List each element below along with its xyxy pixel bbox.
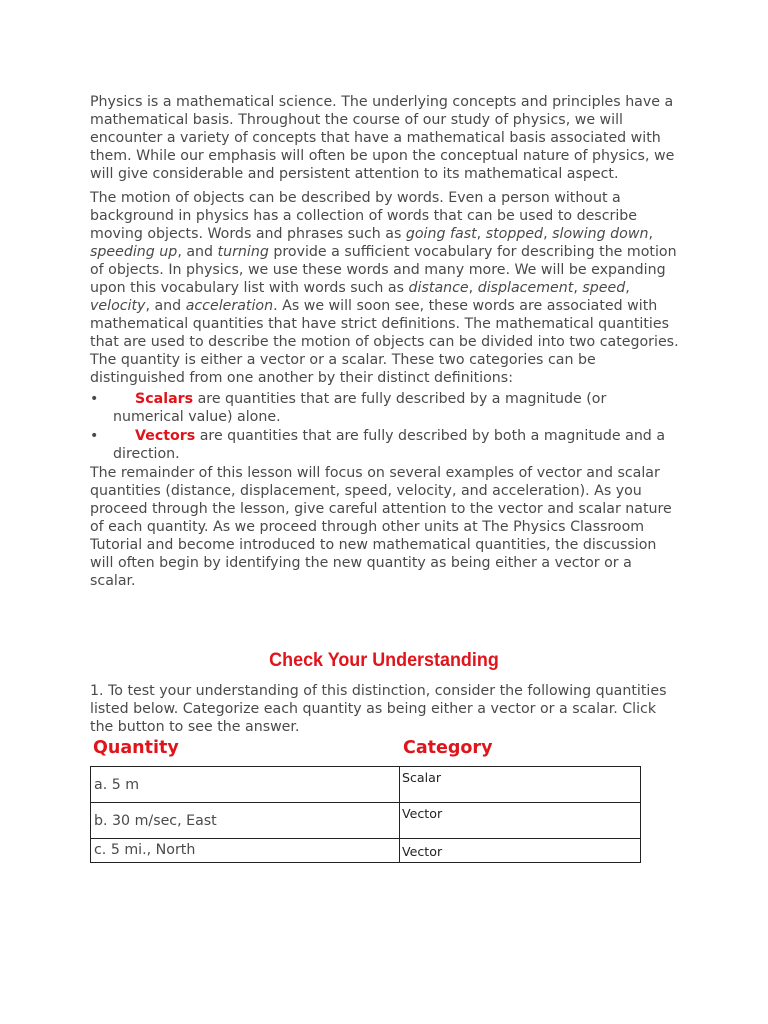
- separator: ,: [573, 280, 583, 296]
- term-displacement: displacement: [477, 280, 574, 296]
- term-scalars: Scalars: [135, 391, 194, 407]
- term-distance: distance: [408, 280, 469, 296]
- term-stopped: stopped: [485, 226, 544, 242]
- category-answer[interactable]: Scalar: [400, 767, 641, 803]
- category-answer[interactable]: Vector: [400, 839, 641, 863]
- table-headers: [90, 738, 680, 766]
- separator: , and: [145, 298, 186, 314]
- separator: ,: [543, 226, 553, 242]
- separator: ,: [476, 226, 486, 242]
- category-header: Category: [403, 738, 493, 758]
- text-segment: The motion of objects can be described by words. Even a person without a background in physics has a collection of words that can be used to describe moving objects. Words and phrases such as: [90, 190, 638, 242]
- table-row: [91, 803, 641, 839]
- separator: , and: [177, 244, 218, 260]
- text-segment: provide a sufficient vocabulary for describing the motion of objects. In physics, we use these words and many more. We will be expanding upon this vocabulary list with words such as: [90, 244, 677, 296]
- text-segment: . As we will soon see, these words are associated with mathematical quantities that have strict definitions. The mathematical quantities that are used to describe the motion of objects can be divided into two categories. The quantity is either a vector or a scalar. These two categories can be distinguished from one another by their distinct definitions:: [90, 298, 679, 386]
- term-velocity: velocity: [90, 298, 146, 314]
- definition-text: are quantities that are fully described by a magnitude (or numerical value) alone.: [113, 391, 607, 425]
- term-turning: turning: [217, 244, 269, 260]
- quantity-cell: b. 30 m/sec, East: [91, 803, 400, 839]
- quantity-cell: c. 5 mi., North: [91, 839, 400, 863]
- separator: ,: [648, 226, 653, 242]
- term-speed: speed: [582, 280, 626, 296]
- separator: ,: [625, 280, 630, 296]
- separator: ,: [468, 280, 478, 296]
- category-answer[interactable]: Vector: [400, 803, 641, 839]
- quantity-table: [90, 766, 641, 863]
- bullet-icon: •: [90, 391, 99, 407]
- lesson-content: [90, 93, 680, 863]
- intro-paragraph-2: [90, 189, 680, 387]
- term-acceleration: acceleration: [185, 298, 274, 314]
- term-vectors: Vectors: [135, 428, 196, 444]
- term-speeding-up: speeding up: [90, 244, 178, 260]
- term-slowing-down: slowing down: [552, 226, 649, 242]
- term-going-fast: going fast: [405, 226, 477, 242]
- remainder-paragraph: The remainder of this lesson will focus on several examples of vector and scalar quantities (distance, displacement, speed, velocity, and acceleration). As you proceed through the lesson, give careful attention to the vector and scalar nature of each quantity. As we proceed through other units at The Physics Classroom Tutorial and become introduced to new mathematical quantities, the discussion will often begin by identifying the new quantity as being either a vector or a scalar.: [90, 465, 672, 589]
- intro-paragraph-1: Physics is a mathematical science. The underlying concepts and principles have a mathematical basis. Throughout the course of our study of physics, we will encounter a variety of concepts that have a mathematical basis associated with them. While our emphasis will often be upon the conceptual nature of physics, we will give considerable and persistent attention to its mathematical aspect.: [90, 94, 675, 182]
- check-prompt: 1. To test your understanding of this distinction, consider the following quantities listed below. Categorize each quantity as being either a vector or a scalar. Click the button to see the answer.: [90, 683, 667, 735]
- quantity-cell: a. 5 m: [91, 767, 400, 803]
- table-row: [91, 767, 641, 803]
- definition-scalars: [90, 390, 680, 426]
- definition-text: are quantities that are fully described by both a magnitude and a direction.: [113, 428, 666, 462]
- definitions-list: [90, 390, 680, 463]
- table-row: [91, 839, 641, 863]
- check-understanding-heading: Check Your Understanding: [269, 649, 499, 671]
- bullet-icon: •: [90, 428, 99, 444]
- quantity-header: Quantity: [93, 738, 179, 758]
- definition-vectors: [90, 427, 680, 463]
